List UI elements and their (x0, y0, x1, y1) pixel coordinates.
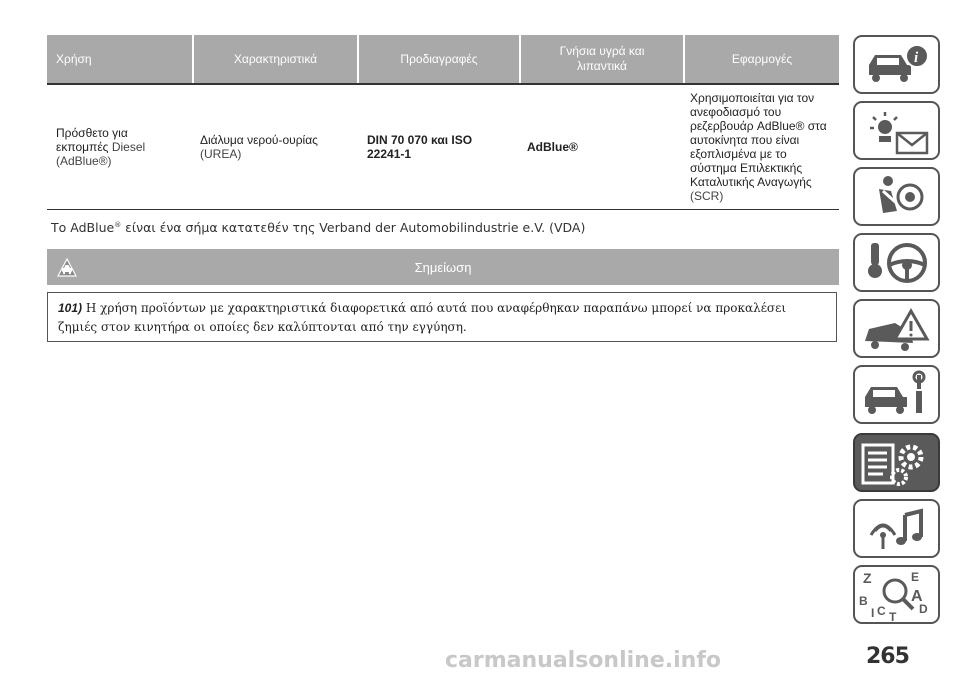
applications-line: αυτοκίνητα που είναι (690, 133, 800, 147)
cell-applications (685, 85, 839, 209)
cell-specifications (359, 85, 521, 209)
applications-line: (SCR) (690, 189, 724, 203)
index-letter: E (911, 570, 920, 584)
specifications-line: DIN 70 070 και ISO (367, 133, 473, 147)
tab-emergency[interactable] (853, 299, 940, 358)
header-characteristics: Χαρακτηριστικά (194, 35, 359, 83)
tab-index[interactable] (853, 565, 940, 624)
alphabetical-index-icon (855, 567, 938, 622)
usage-line: Πρόσθετο για (56, 126, 128, 140)
warning-light-envelope-icon (855, 103, 938, 158)
applications-line: Καταλυτικής Αναγωγής (690, 175, 812, 189)
index-letter: A (911, 588, 923, 605)
note-header (47, 249, 839, 285)
note-title: Σημείωση (414, 259, 472, 275)
cell-characteristics (194, 85, 359, 209)
key-steering-wheel-icon (855, 235, 938, 290)
footnote-text: Το AdBlue (51, 220, 115, 235)
specs-gear-icon (855, 435, 938, 490)
index-letter: I (871, 606, 875, 620)
table-header-row (47, 35, 839, 83)
fluids-table (47, 35, 839, 210)
index-letter: T (889, 610, 897, 622)
characteristics-line: (UREA) (200, 147, 242, 161)
svg-text:i: i (914, 50, 919, 66)
applications-line: ανεφοδιασμό του (690, 105, 782, 119)
footnote-sup: ® (114, 220, 122, 229)
applications-line: σύστημα Επιλεκτικής (690, 161, 803, 175)
characteristics-line: Διάλυμα νερού-ουρίας (200, 133, 318, 147)
usage-line: (AdBlue®) (56, 154, 112, 168)
specifications-line: 22241-1 (367, 147, 412, 161)
note-text: Η χρήση προϊόντων με χαρακτηριστικά διαφορετικά από αυτά που αναφέρθηκαν παραπάνω μπορεί να προκαλέσει ζημιές στον κινητήρα οι οποίες δεν καλύπτονται από την εγγύηση. (58, 301, 787, 334)
trademark-footnote (51, 220, 585, 235)
car-breakdown-icon (855, 301, 938, 356)
index-letter: B (859, 594, 868, 608)
tab-starting-driving[interactable] (853, 233, 940, 292)
usage-line: εκπομπές (56, 140, 109, 154)
tab-technical-specs[interactable] (853, 433, 940, 492)
cell-usage (47, 85, 194, 209)
watermark: carmanualsonline.info (445, 648, 721, 673)
note-body (47, 292, 837, 342)
tab-warning-lights[interactable] (853, 101, 940, 160)
tab-car-info[interactable] (853, 35, 940, 94)
applications-line: ρεζερβουάρ AdBlue® στα (690, 119, 827, 133)
usage-line: Diesel (111, 140, 146, 154)
car-warning-note-icon (56, 256, 78, 278)
tab-safety[interactable] (853, 167, 940, 226)
applications-line: εξοπλισμένα με το (690, 147, 787, 161)
seat-airbag-icon (855, 169, 938, 224)
index-letter: Z (863, 570, 872, 586)
car-tools-icon (855, 367, 938, 422)
header-usage: Χρήση (47, 35, 194, 83)
header-specifications: Προδιαγραφές (359, 35, 521, 83)
header-genuine-fluids: Γνήσια υγρά και λιπαντικά (521, 35, 685, 83)
cell-genuine-fluids: AdBlue® (527, 140, 578, 154)
table-row (47, 83, 839, 210)
index-letter: D (919, 602, 928, 616)
footnote-text: είναι ένα σήμα κατατεθέν της Verband der Automobilindustrie e.V. (VDA) (121, 220, 586, 235)
tab-multimedia[interactable] (853, 499, 940, 558)
header-applications: Εφαρμογές (731, 51, 793, 66)
car-info-icon (855, 37, 938, 92)
music-signal-icon (855, 501, 938, 556)
index-letter: C (877, 604, 886, 618)
tab-maintenance[interactable] (853, 365, 940, 424)
page-number: 265 (866, 644, 909, 669)
note-number: 101) (58, 301, 83, 315)
applications-line: Χρησιμοποιείται για τον (690, 91, 815, 105)
